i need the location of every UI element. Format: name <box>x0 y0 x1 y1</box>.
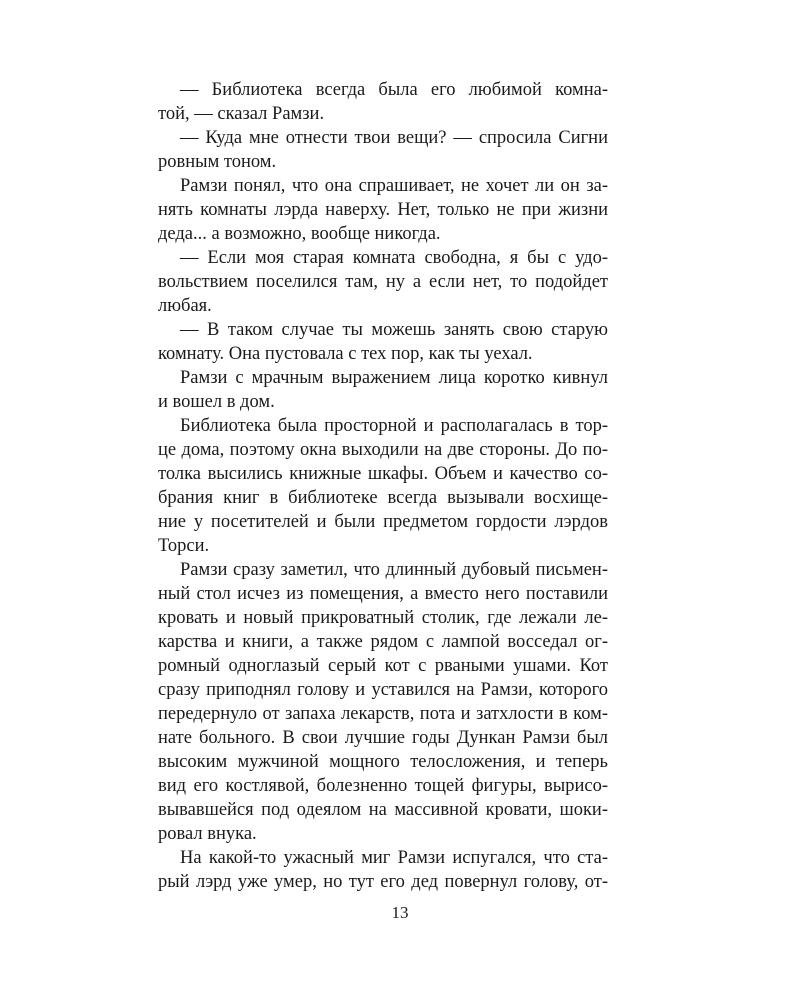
text-line: брания книг в библиотеке всегда вызывали восхище- <box>158 488 608 508</box>
text-line: карства и книги, а также рядом с лампой восседал ог- <box>158 632 608 652</box>
text-line: — Библиотека всегда была его любимой комна- <box>180 80 608 100</box>
text-line: толка высились книжные шкафы. Объем и качество со- <box>158 464 608 484</box>
text-line: ние у посетителей и были предметом гордости лэрдов <box>158 512 608 532</box>
text-line: сразу приподнял голову и уставился на Рамзи, которого <box>158 680 608 700</box>
text-line: деда... а возможно, вообще никогда. <box>158 224 441 244</box>
text-line: ровным тоном. <box>158 152 277 172</box>
text-line: и вошел в дом. <box>158 392 275 412</box>
text-line: ный стол исчез из помещения, а вместо него поставили <box>158 584 608 604</box>
text-line: ровал внука. <box>158 824 257 844</box>
text-line: кровать и новый прикроватный столик, где лежали ле- <box>158 608 608 628</box>
text-line: — В таком случае ты можешь занять свою старую <box>180 320 608 340</box>
text-line: нять комнаты лэрда наверху. Нет, только не при жизни <box>158 200 608 220</box>
text-line: Рамзи с мрачным выражением лица коротко кивнул <box>180 368 608 388</box>
text-line: — Если моя старая комната свободна, я бы с удо- <box>180 248 608 268</box>
page-number: 13 <box>391 903 409 922</box>
text-line: — Куда мне отнести твои вещи? — спросила Сигни <box>180 128 608 148</box>
paragraph-8 <box>158 558 608 846</box>
text-line: Рамзи понял, что она спрашивает, не хочет ли он за- <box>180 176 608 196</box>
text-line: рый лэрд уже умер, но тут его дед повернул голову, от- <box>158 872 608 892</box>
text-line: На какой-то ужасный миг Рамзи испугался, что ста- <box>180 848 608 868</box>
paragraph-1 <box>158 78 608 126</box>
text-line: це дома, поэтому окна выходили на две стороны. До по- <box>158 440 608 460</box>
paragraph-9 <box>158 846 608 894</box>
page-text <box>158 78 608 894</box>
text-line: той, — сказал Рамзи. <box>158 104 325 124</box>
paragraph-3 <box>158 174 608 246</box>
paragraph-2 <box>158 126 608 174</box>
paragraph-6 <box>158 366 608 414</box>
text-line: высоким мужчиной мощного телосложения, и теперь <box>158 752 608 772</box>
text-line: вид его костлявой, болезненно тощей фигуры, вырисо- <box>158 776 608 796</box>
paragraph-4 <box>158 246 608 318</box>
paragraph-7 <box>158 414 608 558</box>
text-line: вывавшейся под одеялом на массивной кровати, шоки- <box>158 800 608 820</box>
text-line: нате больного. В свои лучшие годы Дункан Рамзи был <box>158 728 608 748</box>
text-line: любая. <box>158 296 212 316</box>
text-line: Рамзи сразу заметил, что длинный дубовый письмен- <box>180 560 608 580</box>
text-line: передернуло от запаха лекарств, пота и затхлости в ком- <box>158 704 608 724</box>
text-line: Торси. <box>158 536 210 556</box>
paragraph-5 <box>158 318 608 366</box>
text-line: Библиотека была просторной и располагалась в тор- <box>180 416 608 436</box>
text-line: комнату. Она пустовала с тех пор, как ты уехал. <box>158 344 533 364</box>
text-line: вольствием поселился там, ну а если нет, то подойдет <box>158 272 608 292</box>
text-line: ромный одноглазый серый кот с рваными ушами. Кот <box>158 656 608 676</box>
